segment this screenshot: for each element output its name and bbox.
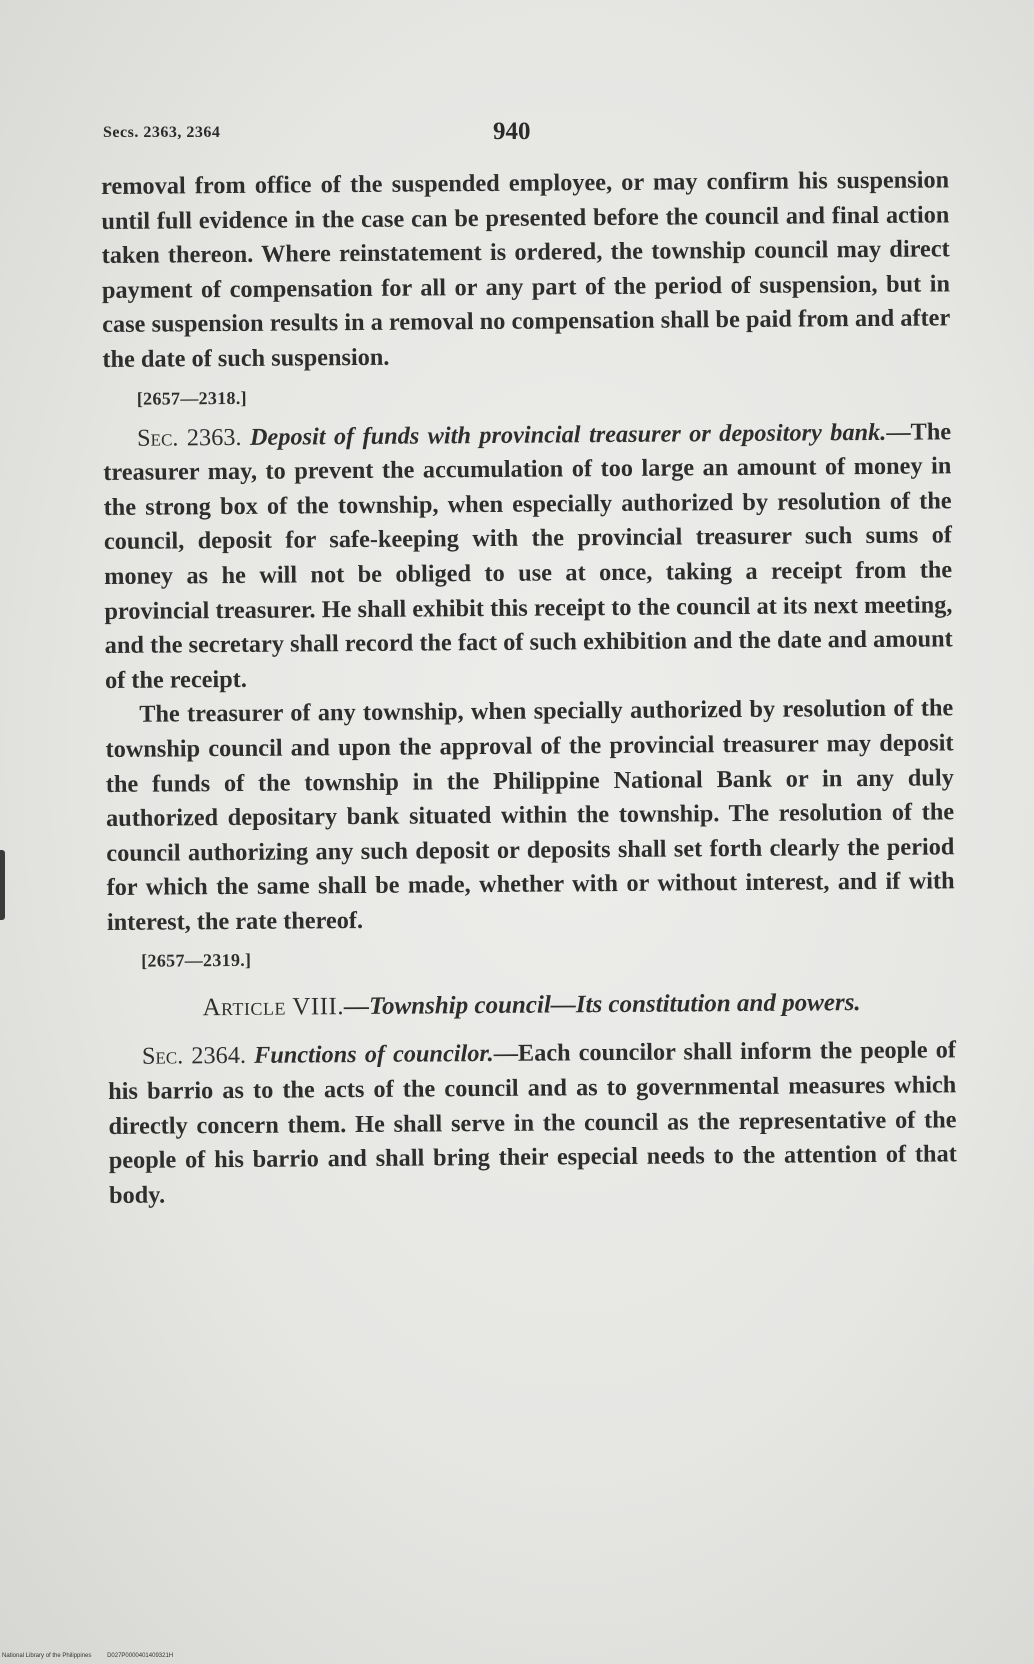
paragraph-continuation: removal from office of the suspended employee, or may confirm his suspension until full evidence in the case can be presented before the council and final action taken thereon. Where reinstatement is ordered, the township council may direct payment of compensation for all or any part of the period of suspension, but in case suspension results in a removal no compensation shall be paid from and after the date of such suspension. (101, 166, 951, 373)
page-body (101, 163, 957, 1213)
section-label: Sec. 2364. (141, 1042, 247, 1071)
page-number: 940 (493, 118, 531, 145)
article-label: Article VIII. (202, 993, 345, 1022)
paragraph-deposit-bank: The treasurer of any township, when specially authorized by resolution of the township council and upon the approval of the provincial treasurer may deposit the funds of the township in the Philippine National Bank or in any duly authorized depositary bank situated within the township. The resolution of the council authorizing any such deposit or deposits shall set forth clearly the period for which the same shall be made, whether with or without interest, and if with interest, the rate thereof. (105, 694, 955, 936)
article-title: —Township council—Its constitution and powers. (343, 989, 861, 1021)
article-heading (107, 986, 955, 1027)
section-text: —The treasurer may, to prevent the accumulation of too large an amount of money in the strong box of the township, when especially authorized by resolution of the council, deposit for safe-keeping with the provincial treasurer such sums of money as he will not be obliged to use at once, taking a receipt from the provincial treasurer. He shall exhibit this receipt to the council at its next meeting, and the secretary shall record the fact of such exhibition and the date and amount of the receipt. (103, 417, 953, 694)
section-title: Deposit of funds with provincial treasurer or depository bank. (249, 418, 887, 451)
section-2364 (108, 1034, 957, 1214)
page-header (103, 118, 943, 158)
section-text: —Each councilor shall inform the people of his barrio as to the acts of the council and as to governmental measures which directly concern them. He shall serve in the council as the representative of the people of his barrio and shall bring their especial needs to the attention of that body. (108, 1036, 957, 1209)
section-title: Functions of councilor. (253, 1040, 494, 1070)
running-head: Secs. 2363, 2364 (103, 124, 221, 141)
scan-code: D027P0000401409321H (107, 1653, 174, 1659)
page-edge-shadow (0, 850, 5, 920)
scan-footer (2, 1653, 187, 1659)
source-reference: [2657—2319.] (141, 950, 252, 972)
source-reference: [2657—2318.] (136, 387, 247, 409)
section-label: Sec. 2363. (136, 423, 242, 452)
library-credit: National Library of the Philippines (2, 1653, 92, 1659)
section-2363 (103, 415, 953, 698)
